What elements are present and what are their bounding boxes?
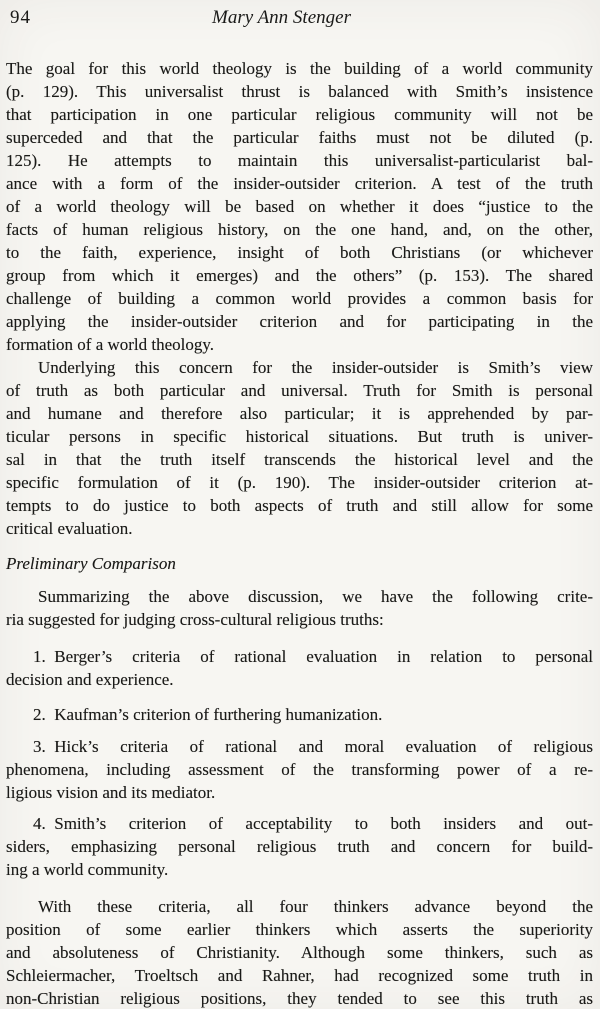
text-line: facts of human religious history, on the one hand, and, on the other, [6,220,593,239]
page-number: 94 [10,7,31,28]
page-body-text [6,57,593,1009]
text-line: 2. Kaufman’s criterion of furthering humanization. [33,705,383,724]
text-line: applying the insider-outsider criterion and for participating in the [6,312,593,331]
text-line: to the faith, experience, insight of both Christians (or whichever [6,243,593,262]
text-line: ing a world community. [6,860,169,879]
text-line: of truth as both particular and universal. Truth for Smith is personal [6,381,593,400]
text-line: and absoluteness of Christianity. Although some thinkers, such as [6,943,593,962]
text-line: formation of a world theology. [6,335,215,354]
text-line: Schleiermacher, Troeltsch and Rahner, had recognized some truth in [6,966,593,985]
list-item [6,645,593,691]
text-line: phenomena, including assessment of the transforming power of a re- [6,760,593,779]
text-line: siders, emphasizing personal religious truth and concern for build- [6,837,593,856]
text-line: tempts to do justice to both aspects of truth and still allow for some [6,496,593,515]
text-line: 125). He attempts to maintain this universalist-particularist bal- [6,151,593,170]
text-line: critical evaluation. [6,519,133,538]
text-line: decision and experience. [6,670,174,689]
paragraph [6,57,593,356]
text-line: that participation in one particular religious community will not be [6,105,593,124]
text-line: ligious vision and its mediator. [6,783,216,802]
list-item [6,812,593,881]
text-line: of a world theology will be based on whether it does “justice to the [6,197,593,216]
text-line: position of some earlier thinkers which asserts the superiority [6,920,593,939]
text-line: With these criteria, all four thinkers advance beyond the [38,897,593,916]
text-line: 3. Hick’s criteria of rational and moral evaluation of religious [33,737,593,756]
section-heading: Preliminary Comparison [6,554,176,573]
paragraph [6,895,593,1009]
text-line: specific formulation of it (p. 190). The insider-outsider criterion at- [6,473,593,492]
paragraph [6,356,593,540]
text-line: Underlying this concern for the insider-outsider is Smith’s view [38,358,593,377]
text-line: 1. Berger’s criteria of rational evaluation in relation to personal [33,647,593,666]
text-line: sal in that the truth itself transcends the historical level and the [6,450,593,469]
list-item [6,703,593,726]
text-line: Summarizing the above discussion, we have the following crite- [38,587,593,606]
list-item [6,735,593,804]
text-line: The goal for this world theology is the building of a world community [6,59,593,78]
text-line: superceded and that the particular faiths must not be diluted (p. [6,128,593,147]
running-header [6,6,593,30]
text-line: challenge of building a common world provides a common basis for [6,289,593,308]
text-line: 4. Smith’s criterion of acceptability to both insiders and out- [33,814,593,833]
text-line: group from which it emerges) and the others” (p. 153). The shared [6,266,593,285]
text-line: non-Christian religious positions, they tended to see this truth as [6,989,593,1008]
text-line: ance with a form of the insider-outsider criterion. A test of the truth [6,174,593,193]
paragraph [6,585,593,631]
text-line: and humane and therefore also particular; it is apprehended by par- [6,404,593,423]
text-line: ria suggested for judging cross-cultural religious truths: [6,610,384,629]
text-line: ticular persons in specific historical situations. But truth is univer- [6,427,593,446]
text-line: (p. 129). This universalist thrust is balanced with Smith’s insistence [6,82,593,101]
running-title: Mary Ann Stenger [212,7,351,28]
